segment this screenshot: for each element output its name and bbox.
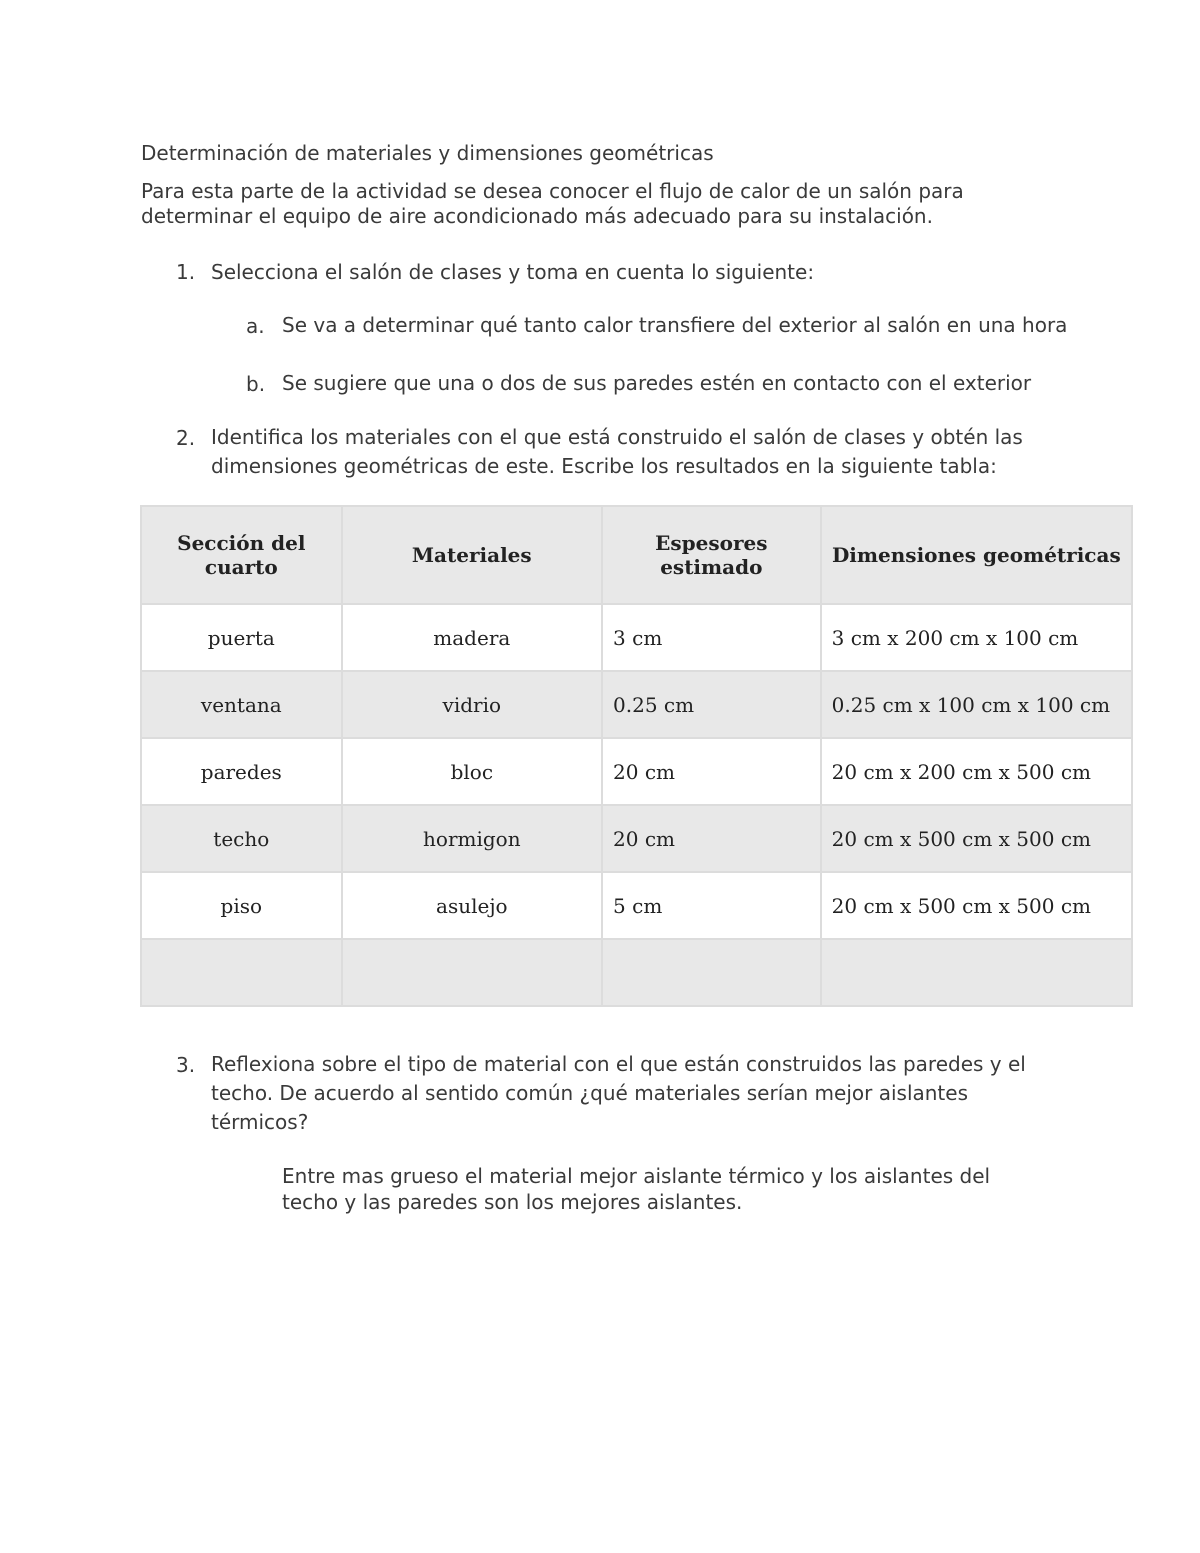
page-title: Determinación de materiales y dimensiones geométricas — [141, 141, 714, 165]
table-cell: asulejo — [342, 872, 602, 939]
table-cell: 5 cm — [602, 872, 821, 939]
table-cell: paredes — [141, 738, 342, 805]
table-row — [141, 671, 1132, 738]
table-cell: 20 cm — [602, 738, 821, 805]
table-header-row — [141, 506, 1132, 604]
table-cell: 20 cm — [602, 805, 821, 872]
table-cell: ventana — [141, 671, 342, 738]
header-cell: Dimensiones geométricas — [821, 506, 1132, 604]
list-marker: 3. — [176, 1053, 196, 1077]
table-cell — [141, 939, 342, 1006]
header-cell: Sección del cuarto — [141, 506, 342, 604]
list-item: Reflexiona sobre el tipo de material con el que están construidos las paredes y el techo. De acuerdo al sentido común ¿qué materiales serían mejor aislantes térmicos? — [211, 1052, 1026, 1134]
table-cell: 3 cm — [602, 604, 821, 671]
table-row — [141, 604, 1132, 671]
table-row — [141, 805, 1132, 872]
table-cell: madera — [342, 604, 602, 671]
table-cell: 20 cm x 500 cm x 500 cm — [821, 872, 1132, 939]
sublist-item: Se sugiere que una o dos de sus paredes estén en contacto con el exterior — [282, 371, 1032, 395]
list-marker: 1. — [176, 260, 196, 284]
table-row — [141, 738, 1132, 805]
table-cell: bloc — [342, 738, 602, 805]
table-cell: puerta — [141, 604, 342, 671]
table-cell: piso — [141, 872, 342, 939]
sublist-marker: b. — [246, 372, 266, 396]
answer-paragraph: Entre mas grueso el material mejor aislante térmico y los aislantes del techo y las paredes son los mejores aislantes. — [282, 1164, 991, 1214]
intro-paragraph: Para esta parte de la actividad se desea conocer el flujo de calor de un salón para determinar el equipo de aire acondicionado más adecuado para su instalación. — [141, 179, 964, 228]
sublist-marker: a. — [246, 314, 265, 338]
materials-table — [140, 505, 1133, 1007]
table-cell: vidrio — [342, 671, 602, 738]
table-cell: 0.25 cm — [602, 671, 821, 738]
list-item: Identifica los materiales con el que está construido el salón de clases y obtén las dimensiones geométricas de este. Escribe los resultados en la siguiente tabla: — [211, 425, 1023, 478]
header-cell: Espesores estimado — [602, 506, 821, 604]
table-row — [141, 939, 1132, 1006]
table-cell: 3 cm x 200 cm x 100 cm — [821, 604, 1132, 671]
table-cell: 20 cm x 200 cm x 500 cm — [821, 738, 1132, 805]
table-cell: techo — [141, 805, 342, 872]
header-cell: Materiales — [342, 506, 602, 604]
list-item: Selecciona el salón de clases y toma en cuenta lo siguiente: — [211, 260, 815, 284]
table-cell: 0.25 cm x 100 cm x 100 cm — [821, 671, 1132, 738]
table-cell: hormigon — [342, 805, 602, 872]
sublist-item: Se va a determinar qué tanto calor transfiere del exterior al salón en una hora — [282, 313, 1068, 337]
list-marker: 2. — [176, 426, 196, 450]
table-cell — [821, 939, 1132, 1006]
table-cell — [602, 939, 821, 1006]
table-cell: 20 cm x 500 cm x 500 cm — [821, 805, 1132, 872]
table-cell — [342, 939, 602, 1006]
table-row — [141, 872, 1132, 939]
